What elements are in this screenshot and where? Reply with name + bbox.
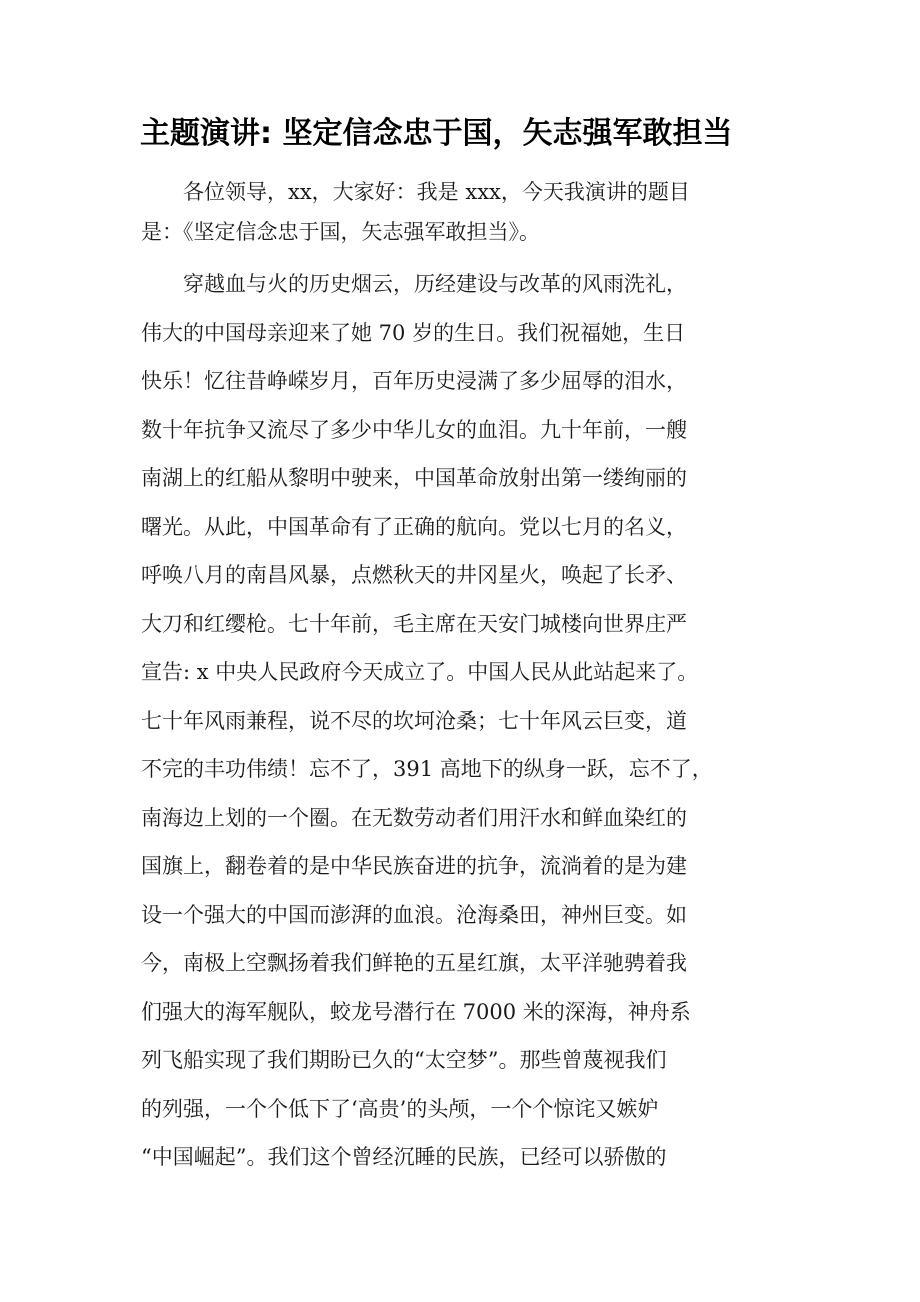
- paragraph-greeting: [141, 172, 781, 252]
- text-line: 宣告: x 中央人民政府今天成立了。中国人民从此站起来了。: [141, 660, 699, 684]
- text-line: 南海边上划的一个圈。在无数劳动者们用汗水和鲜血染红的: [141, 805, 687, 830]
- text-line: 七十年风雨兼程，说不尽的坎坷沧桑；七十年风云巨变，道: [141, 708, 687, 733]
- text-line: 穿越血与火的历史烟云，历经建设与改革的风雨洗礼，: [183, 272, 687, 296]
- text-line: 列飞船实现了我们期盼已久的“太空梦”。那些曾蔑视我们: [141, 1048, 667, 1072]
- text-line: 大刀和红缨枪。七十年前，毛主席在天安门城楼向世界庄严: [141, 611, 687, 636]
- text-line: 数十年抗争又流尽了多少中华儿女的血泪。九十年前，一艘: [141, 417, 687, 442]
- text-line: 南湖上的红船从黎明中驶来，中国革命放射出第一缕绚丽的: [141, 466, 687, 490]
- text-line: 是：《坚定信念忠于国，矢志强军敢担当》。: [141, 220, 540, 244]
- document-title: 主题演讲: 坚定信念忠于国，矢志强军敢担当: [140, 116, 733, 151]
- text-line: 们强大的海军舰队，蛟龙号潜行在 7000 米的深海，神舟系: [141, 999, 691, 1024]
- text-line: 的列强，一个个低下了‘高贵’的头颅，一个个惊诧又嫉妒: [141, 1096, 659, 1121]
- text-line: 各位领导，xx，大家好：我是 xxx，今天我演讲的题目: [183, 180, 690, 204]
- paragraph-history: [141, 260, 781, 1182]
- text-line: 呼唤八月的南昌风暴，点燃秋天的井冈星火，唤起了长矛、: [141, 563, 687, 587]
- document-body: [141, 172, 781, 1182]
- text-line: “中国崛起”。我们这个曾经沉睡的民族，已经可以骄傲的: [141, 1145, 667, 1169]
- text-line: 伟大的中国母亲迎来了她 70 岁的生日。我们祝福她，生日: [141, 320, 686, 345]
- text-line: 不完的丰功伟绩！忘不了，391 高地下的纵身一跃，忘不了，: [141, 757, 713, 781]
- text-line: 快乐！忆往昔峥嵘岁月，百年历史浸满了多少屈辱的泪水，: [141, 369, 687, 393]
- text-line: 曙光。从此，中国革命有了正确的航向。党以七月的名义，: [141, 514, 687, 539]
- text-line: 设一个强大的中国而澎湃的血浪。沧海桑田，神州巨变。如: [141, 902, 687, 927]
- text-line: 国旗上，翻卷着的是中华民族奋进的抗争，流淌着的是为建: [141, 854, 687, 878]
- text-line: 今，南极上空飘扬着我们鲜艳的五星红旗，太平洋驰骋着我: [141, 951, 687, 975]
